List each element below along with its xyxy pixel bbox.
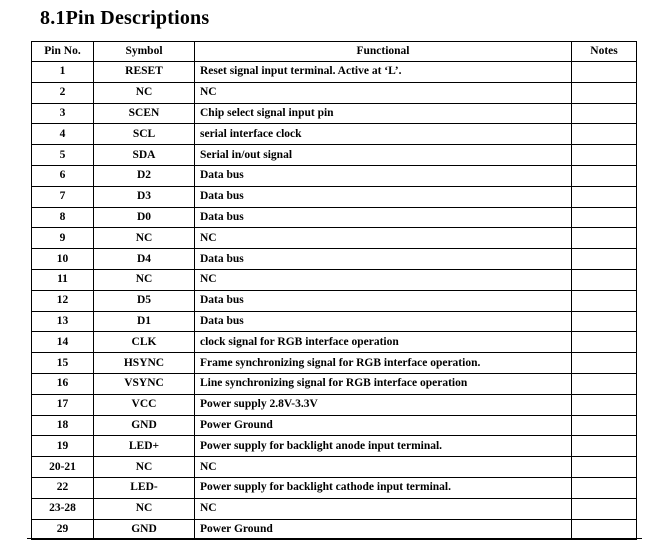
table-row xyxy=(32,311,637,332)
function-cell: Data bus xyxy=(195,165,572,186)
table-row xyxy=(32,124,637,145)
function-cell: Data bus xyxy=(195,186,572,207)
notes-cell xyxy=(572,145,637,166)
notes-cell xyxy=(572,290,637,311)
function-cell: NC xyxy=(195,498,572,519)
function-cell: Chip select signal input pin xyxy=(195,103,572,124)
pin-number-cell: 18 xyxy=(32,415,94,436)
pin-number-cell: 1 xyxy=(32,62,94,83)
notes-cell xyxy=(572,457,637,478)
notes-cell xyxy=(572,165,637,186)
symbol-cell: NC xyxy=(94,457,195,478)
table-row xyxy=(32,394,637,415)
notes-cell xyxy=(572,82,637,103)
pin-number-cell: 17 xyxy=(32,394,94,415)
function-cell: NC xyxy=(195,457,572,478)
header-notes: Notes xyxy=(572,42,637,62)
symbol-cell: NC xyxy=(94,498,195,519)
notes-cell xyxy=(572,207,637,228)
table-row xyxy=(32,269,637,290)
notes-cell xyxy=(572,103,637,124)
table-row xyxy=(32,436,637,457)
pin-number-cell: 16 xyxy=(32,373,94,394)
notes-cell xyxy=(572,249,637,270)
notes-cell xyxy=(572,332,637,353)
pin-number-cell: 29 xyxy=(32,519,94,540)
table-row xyxy=(32,415,637,436)
table-row xyxy=(32,477,637,498)
header-pin-no: Pin No. xyxy=(32,42,94,62)
pin-number-cell: 3 xyxy=(32,103,94,124)
function-cell: Power supply for backlight anode input terminal. xyxy=(195,436,572,457)
symbol-cell: GND xyxy=(94,519,195,540)
function-cell: Data bus xyxy=(195,249,572,270)
symbol-cell: D5 xyxy=(94,290,195,311)
pin-number-cell: 15 xyxy=(32,353,94,374)
symbol-cell: CLK xyxy=(94,332,195,353)
table-row xyxy=(32,103,637,124)
bottom-divider xyxy=(27,538,642,539)
function-cell: Power Ground xyxy=(195,415,572,436)
symbol-cell: NC xyxy=(94,269,195,290)
function-cell: Data bus xyxy=(195,290,572,311)
table-row xyxy=(32,62,637,83)
table-row xyxy=(32,82,637,103)
table-row xyxy=(32,373,637,394)
pin-number-cell: 8 xyxy=(32,207,94,228)
notes-cell xyxy=(572,415,637,436)
function-cell: NC xyxy=(195,228,572,249)
pin-number-cell: 5 xyxy=(32,145,94,166)
symbol-cell: D2 xyxy=(94,165,195,186)
function-cell: Power supply for backlight cathode input terminal. xyxy=(195,477,572,498)
function-cell: Serial in/out signal xyxy=(195,145,572,166)
function-cell: Reset signal input terminal. Active at ‘L’. xyxy=(195,62,572,83)
table-row xyxy=(32,290,637,311)
notes-cell xyxy=(572,353,637,374)
table-row xyxy=(32,186,637,207)
notes-cell xyxy=(572,124,637,145)
pin-number-cell: 2 xyxy=(32,82,94,103)
section-title: 8.1Pin Descriptions xyxy=(40,7,210,29)
symbol-cell: LED- xyxy=(94,477,195,498)
symbol-cell: HSYNC xyxy=(94,353,195,374)
pin-number-cell: 14 xyxy=(32,332,94,353)
function-cell: Frame synchronizing signal for RGB interface operation. xyxy=(195,353,572,374)
pin-number-cell: 9 xyxy=(32,228,94,249)
symbol-cell: VCC xyxy=(94,394,195,415)
function-cell: Data bus xyxy=(195,207,572,228)
pin-number-cell: 12 xyxy=(32,290,94,311)
table-row xyxy=(32,207,637,228)
pin-number-cell: 11 xyxy=(32,269,94,290)
symbol-cell: GND xyxy=(94,415,195,436)
header-functional: Functional xyxy=(195,42,572,62)
notes-cell xyxy=(572,311,637,332)
symbol-cell: D0 xyxy=(94,207,195,228)
symbol-cell: NC xyxy=(94,82,195,103)
notes-cell xyxy=(572,436,637,457)
pin-number-cell: 22 xyxy=(32,477,94,498)
pin-number-cell: 7 xyxy=(32,186,94,207)
table-header-row xyxy=(32,42,637,62)
symbol-cell: D4 xyxy=(94,249,195,270)
function-cell: Data bus xyxy=(195,311,572,332)
symbol-cell: D1 xyxy=(94,311,195,332)
header-symbol: Symbol xyxy=(94,42,195,62)
notes-cell xyxy=(572,373,637,394)
function-cell: serial interface clock xyxy=(195,124,572,145)
notes-cell xyxy=(572,477,637,498)
pin-descriptions-table xyxy=(31,41,637,540)
table-row xyxy=(32,165,637,186)
symbol-cell: D3 xyxy=(94,186,195,207)
notes-cell xyxy=(572,519,637,540)
table-row xyxy=(32,519,637,540)
notes-cell xyxy=(572,498,637,519)
function-cell: Power supply 2.8V-3.3V xyxy=(195,394,572,415)
symbol-cell: NC xyxy=(94,228,195,249)
table-row xyxy=(32,332,637,353)
notes-cell xyxy=(572,228,637,249)
pin-number-cell: 19 xyxy=(32,436,94,457)
function-cell: NC xyxy=(195,269,572,290)
table-row xyxy=(32,228,637,249)
symbol-cell: RESET xyxy=(94,62,195,83)
notes-cell xyxy=(572,186,637,207)
function-cell: Line synchronizing signal for RGB interface operation xyxy=(195,373,572,394)
function-cell: clock signal for RGB interface operation xyxy=(195,332,572,353)
notes-cell xyxy=(572,62,637,83)
table-row xyxy=(32,353,637,374)
table-row xyxy=(32,457,637,478)
symbol-cell: SCEN xyxy=(94,103,195,124)
symbol-cell: VSYNC xyxy=(94,373,195,394)
table-body xyxy=(32,62,637,540)
symbol-cell: SDA xyxy=(94,145,195,166)
table-row xyxy=(32,249,637,270)
table-row xyxy=(32,145,637,166)
pin-number-cell: 20-21 xyxy=(32,457,94,478)
table-row xyxy=(32,498,637,519)
function-cell: Power Ground xyxy=(195,519,572,540)
pin-number-cell: 23-28 xyxy=(32,498,94,519)
symbol-cell: LED+ xyxy=(94,436,195,457)
pin-number-cell: 10 xyxy=(32,249,94,270)
function-cell: NC xyxy=(195,82,572,103)
pin-number-cell: 6 xyxy=(32,165,94,186)
pin-number-cell: 4 xyxy=(32,124,94,145)
pin-number-cell: 13 xyxy=(32,311,94,332)
notes-cell xyxy=(572,394,637,415)
notes-cell xyxy=(572,269,637,290)
symbol-cell: SCL xyxy=(94,124,195,145)
